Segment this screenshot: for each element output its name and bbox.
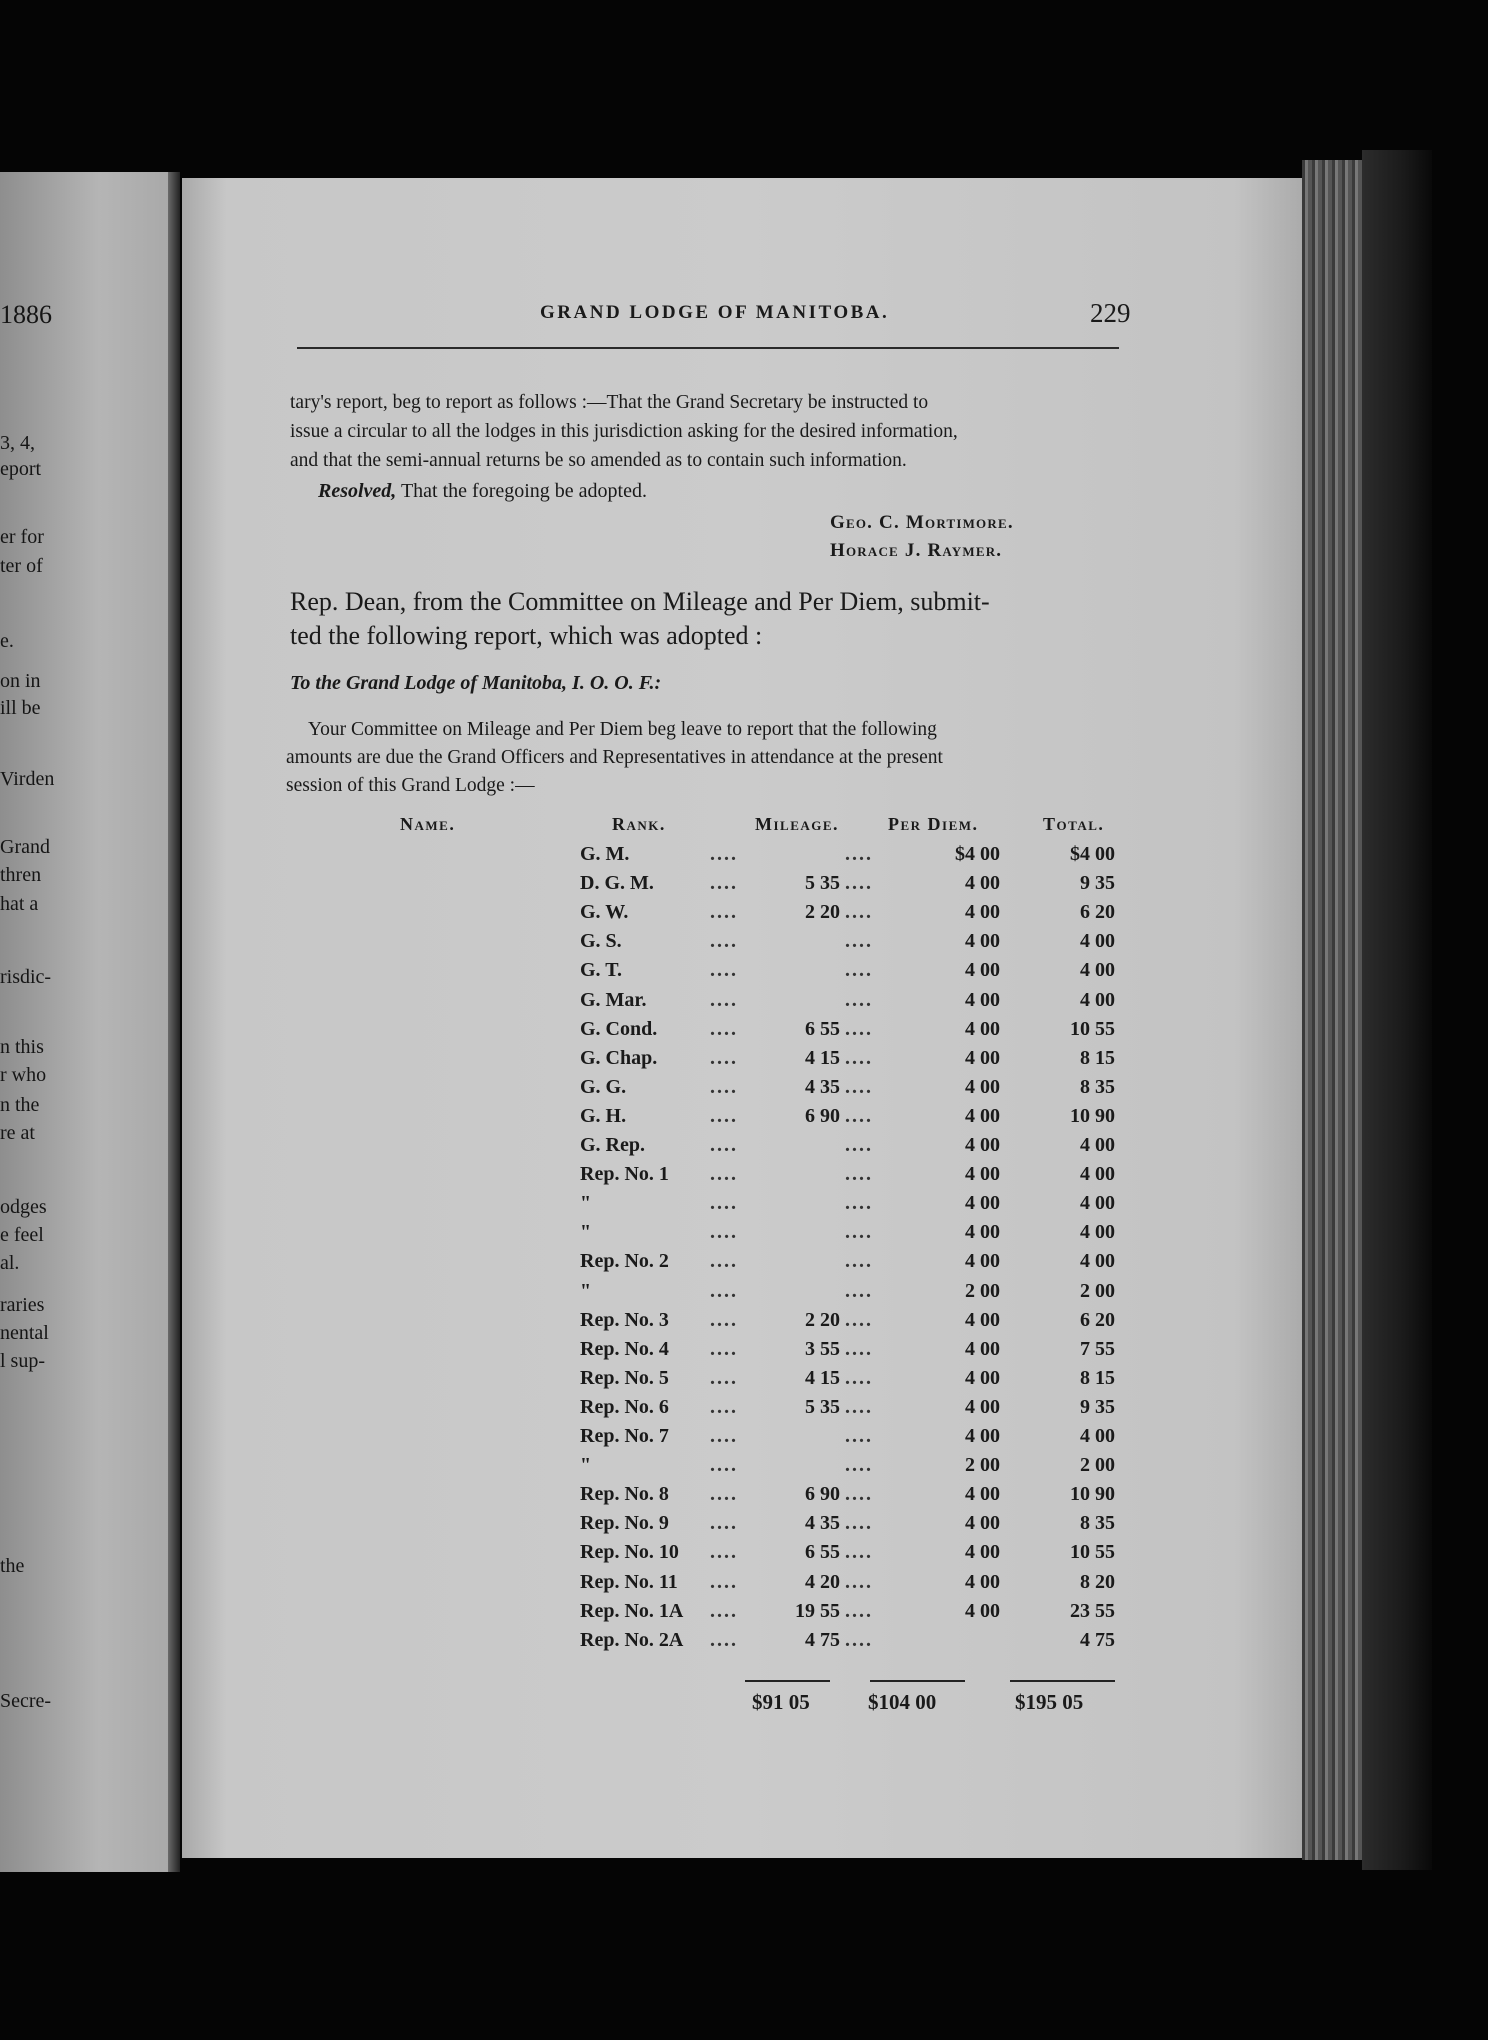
leader-dots: .... (845, 1395, 873, 1418)
leader-dots: .... (710, 1483, 738, 1506)
member-rank: G. T. (580, 959, 623, 982)
column-header-rank: Rank. (612, 814, 666, 834)
table-row (0, 1280, 1488, 1309)
leader-dots: .... (845, 1366, 873, 1389)
resolution (318, 480, 647, 503)
leader-dots: .... (710, 1104, 738, 1127)
leader-dots: .... (845, 1512, 873, 1535)
total-total-rule (1010, 1680, 1115, 1682)
total-value: 7 55 (1080, 1337, 1115, 1360)
lead-line: ted the following report, which was adopted : (290, 621, 763, 650)
member-rank: G. Chap. (580, 1046, 658, 1069)
member-rank: Rep. No. 11 (580, 1570, 678, 1593)
total-value: 4 00 (1080, 1221, 1115, 1244)
member-rank: Rep. No. 3 (580, 1308, 669, 1331)
per-diem-value: 4 00 (965, 1366, 1000, 1389)
member-rank: G. Mar. (580, 988, 647, 1011)
member-rank: D. G. M. (580, 872, 654, 895)
total-value: 8 15 (1080, 1046, 1115, 1069)
total-value: 6 20 (1080, 1308, 1115, 1331)
per-diem-value: 4 00 (965, 930, 1000, 953)
member-rank: " (580, 1454, 592, 1477)
member-rank: Rep. No. 7 (580, 1425, 669, 1447)
mileage-total-rule (745, 1680, 830, 1682)
mileage-value: 6 90 (805, 1483, 840, 1506)
mileage-value: 4 15 (805, 1046, 840, 1069)
left-page-fragment: on in (0, 670, 41, 692)
resolved-text: That the foregoing be adopted. (400, 480, 647, 502)
table-row (0, 1425, 1488, 1454)
member-rank: Rep. No. 10 (580, 1541, 679, 1564)
column-header-total: Total. (1043, 814, 1105, 834)
leader-dots: .... (710, 872, 738, 895)
total-value: 8 35 (1080, 1512, 1115, 1535)
leader-dots: .... (710, 1134, 738, 1156)
total-value: 4 00 (1080, 1250, 1115, 1273)
total-value: 6 20 (1080, 901, 1115, 924)
table-row (0, 959, 1488, 988)
per-diem-value: 4 00 (965, 1075, 1000, 1098)
leader-dots: .... (710, 1192, 738, 1215)
left-page-fragment: risdic- (0, 966, 52, 988)
table-row (0, 1076, 1488, 1105)
total-value: 8 35 (1080, 1075, 1115, 1098)
table-row (0, 1018, 1488, 1047)
leader-dots: .... (710, 901, 738, 924)
per-diem-value: 4 00 (965, 1541, 1000, 1564)
left-page-fragment: re at (0, 1122, 35, 1144)
member-rank: G. W. (580, 901, 629, 924)
member-rank: Rep. No. 9 (580, 1512, 669, 1535)
leader-dots: .... (845, 1337, 873, 1360)
leader-dots: .... (845, 1192, 873, 1215)
per-diem-value: 4 00 (965, 1104, 1000, 1127)
per-diem-value: 4 00 (965, 1337, 1000, 1360)
mileage-value: 19 55 (795, 1599, 840, 1622)
table-row (0, 1629, 1488, 1658)
per-diem-value: 2 00 (965, 1279, 1000, 1302)
per-diem-value: 4 00 (965, 1046, 1000, 1069)
table-row (0, 1541, 1488, 1570)
leader-dots: .... (710, 1599, 738, 1622)
total-value: 9 35 (1080, 872, 1115, 895)
leader-dots: .... (845, 901, 873, 924)
leader-dots: .... (710, 1279, 738, 1302)
member-rank: Rep. No. 8 (580, 1483, 669, 1506)
leader-dots: .... (845, 1308, 873, 1331)
table-row (0, 1192, 1488, 1221)
mileage-total: $91 05 (752, 1690, 810, 1714)
resolved-label: Resolved, (318, 480, 397, 502)
left-page-fragment: odges (0, 1196, 47, 1218)
member-rank: " (580, 1192, 592, 1215)
mileage-value: 5 35 (805, 872, 840, 895)
leader-dots: .... (710, 1541, 738, 1564)
leader-dots: .... (845, 1279, 873, 1302)
table-row (0, 1571, 1488, 1600)
member-rank: Rep. No. 4 (580, 1337, 669, 1360)
per-diem-value: 4 00 (965, 1425, 1000, 1447)
leader-dots: .... (710, 959, 738, 982)
mileage-value: 2 20 (805, 1308, 840, 1331)
member-rank: Rep. No. 2A (580, 1628, 684, 1651)
per-diem-value: 4 00 (965, 1483, 1000, 1506)
table-row (0, 901, 1488, 930)
paragraph-line: issue a circular to all the lodges in this jurisdiction asking for the desired information, (290, 421, 958, 442)
total-value: 2 00 (1080, 1454, 1115, 1477)
table-row (0, 872, 1488, 901)
table-row (0, 1309, 1488, 1338)
leader-dots: .... (845, 1134, 873, 1156)
leader-dots: .... (845, 1104, 873, 1127)
member-rank: G. S. (580, 930, 622, 953)
leader-dots: .... (845, 1483, 873, 1506)
column-header-name: Name. (400, 814, 456, 834)
total-value: 10 55 (1070, 1017, 1115, 1040)
per-diem-value: 4 00 (965, 901, 1000, 924)
left-page-fragment: 3, 4, (0, 432, 35, 454)
leader-dots: .... (845, 1046, 873, 1069)
left-page-fragment: eport (0, 458, 42, 480)
leader-dots: .... (710, 1425, 738, 1447)
member-rank: Rep. No. 6 (580, 1395, 669, 1418)
per-diem-value: 4 00 (965, 1308, 1000, 1331)
intro-paragraph (286, 716, 1120, 800)
table-row (0, 1338, 1488, 1367)
mileage-value: 4 35 (805, 1512, 840, 1535)
left-page-fragment: hat a (0, 893, 39, 915)
total-value: 4 00 (1080, 988, 1115, 1011)
left-page-fragment: ter of (0, 555, 43, 577)
mileage-value: 4 75 (805, 1628, 840, 1651)
leader-dots: .... (710, 1570, 738, 1593)
leader-dots: .... (845, 959, 873, 982)
per-diem-value: 4 00 (965, 1250, 1000, 1273)
leader-dots: .... (710, 1017, 738, 1040)
total-value: 10 90 (1070, 1483, 1115, 1506)
mileage-value: 4 15 (805, 1366, 840, 1389)
per-diem-value: 2 00 (965, 1454, 1000, 1477)
member-rank: G. Cond. (580, 1017, 658, 1040)
per-diem-value: 4 00 (965, 1192, 1000, 1215)
per-diem-value: 4 00 (965, 872, 1000, 895)
lead-line: Rep. Dean, from the Committee on Mileage and Per Diem, submit- (290, 587, 990, 616)
per-diem-value: 4 00 (965, 988, 1000, 1011)
signature-2: Horace J. Raymer. (830, 540, 1003, 561)
leader-dots: .... (710, 1046, 738, 1069)
leader-dots: .... (710, 988, 738, 1011)
member-rank: G. G. (580, 1075, 627, 1098)
mileage-value: 6 90 (805, 1104, 840, 1127)
member-rank: G. Rep. (580, 1134, 645, 1156)
left-page-fragment: raries (0, 1294, 45, 1316)
left-page-fragment: e. (0, 630, 14, 652)
per-diem-value: 4 00 (965, 1512, 1000, 1535)
total-value: 4 00 (1080, 1425, 1115, 1447)
table-row (0, 1105, 1488, 1134)
total-value: 23 55 (1070, 1599, 1115, 1622)
total-value: 8 20 (1080, 1570, 1115, 1593)
leader-dots: .... (710, 1308, 738, 1331)
paragraph-line: tary's report, beg to report as follows :—That the Grand Secretary be instructed to (290, 392, 929, 413)
per-diem-value: 4 00 (965, 1599, 1000, 1622)
column-header-mileage: Mileage. (755, 814, 840, 834)
leader-dots: .... (710, 1628, 738, 1651)
left-page-fragment: 1886 (0, 300, 52, 329)
leader-dots: .... (845, 1454, 873, 1477)
leader-dots: .... (710, 1250, 738, 1273)
left-page-fragment: Virden (0, 768, 55, 790)
member-rank: " (580, 1279, 592, 1302)
table-row (0, 843, 1488, 872)
per-diem-value: 4 00 (965, 1221, 1000, 1244)
intro-line: amounts are due the Grand Officers and Representatives in attendance at the present (286, 747, 943, 768)
member-rank: G. M. (580, 843, 630, 865)
left-page-fragment: l sup- (0, 1350, 45, 1372)
left-page-fragment: Grand (0, 836, 50, 858)
leader-dots: .... (710, 1454, 738, 1477)
mileage-value: 6 55 (805, 1541, 840, 1564)
left-page-fragment: ill be (0, 697, 41, 719)
table-row (0, 1483, 1488, 1512)
total-value: 10 90 (1070, 1104, 1115, 1127)
leader-dots: .... (845, 1163, 873, 1186)
left-page-fragment: e feel (0, 1224, 44, 1246)
leader-dots: .... (845, 1075, 873, 1098)
left-page-fragment: n the (0, 1094, 40, 1116)
table-row (0, 1047, 1488, 1076)
per-diem-value: 4 00 (965, 1017, 1000, 1040)
per-diem-value: 4 00 (965, 1570, 1000, 1593)
running-head: GRAND LODGE OF MANITOBA. (540, 302, 890, 323)
total-value: 4 00 (1080, 1192, 1115, 1215)
leader-dots: .... (710, 1395, 738, 1418)
table-row (0, 989, 1488, 1018)
leader-dots: .... (710, 1075, 738, 1098)
left-page-fragment: al. (0, 1252, 20, 1274)
leader-dots: .... (710, 1163, 738, 1186)
leader-dots: .... (845, 872, 873, 895)
table-row (0, 1512, 1488, 1541)
opening-paragraph (290, 388, 1128, 475)
table-row (0, 1250, 1488, 1279)
column-header-per-diem: Per Diem. (888, 814, 979, 834)
total-value: $4 00 (1070, 843, 1115, 865)
table-row (0, 1221, 1488, 1250)
leader-dots: .... (845, 1628, 873, 1651)
signature-1: Geo. C. Mortimore. (830, 512, 1014, 533)
leader-dots: .... (710, 1366, 738, 1389)
per-diem-total-rule (870, 1680, 965, 1682)
leader-dots: .... (710, 1512, 738, 1535)
leader-dots: .... (710, 1221, 738, 1244)
member-rank: " (580, 1221, 592, 1244)
per-diem-value: $4 00 (955, 843, 1000, 865)
member-rank: Rep. No. 1 (580, 1163, 669, 1186)
mileage-value: 6 55 (805, 1017, 840, 1040)
left-page-fragment: the (0, 1555, 25, 1577)
mileage-value: 3 55 (805, 1337, 840, 1360)
committee-lead (290, 585, 1128, 653)
total-value: 2 00 (1080, 1279, 1115, 1302)
table-row (0, 1134, 1488, 1163)
leader-dots: .... (845, 930, 873, 953)
intro-line: Your Committee on Mileage and Per Diem beg leave to report that the following (308, 719, 937, 740)
table-row (0, 1600, 1488, 1629)
leader-dots: .... (845, 843, 873, 865)
total-value: 8 15 (1080, 1366, 1115, 1389)
total-value: 4 75 (1080, 1628, 1115, 1651)
paragraph-line: and that the semi-annual returns be so amended as to contain such information. (290, 450, 907, 471)
mileage-value: 5 35 (805, 1395, 840, 1418)
header-rule (297, 347, 1119, 349)
leader-dots: .... (845, 1017, 873, 1040)
left-page-fragment: n this (0, 1036, 44, 1058)
grand-total: $195 05 (1015, 1690, 1084, 1714)
leader-dots: .... (710, 1337, 738, 1360)
intro-line: session of this Grand Lodge :— (286, 775, 535, 796)
total-value: 9 35 (1080, 1395, 1115, 1418)
leader-dots: .... (710, 930, 738, 953)
total-value: 10 55 (1070, 1541, 1115, 1564)
addressee: To the Grand Lodge of Manitoba, I. O. O. F.: (290, 672, 662, 694)
member-rank: G. H. (580, 1104, 627, 1127)
table-row (0, 1454, 1488, 1483)
leader-dots: .... (845, 988, 873, 1011)
left-page-fragment: nental (0, 1322, 49, 1344)
leader-dots: .... (845, 1221, 873, 1244)
member-rank: Rep. No. 5 (580, 1366, 669, 1389)
table-row (0, 1396, 1488, 1425)
leader-dots: .... (845, 1599, 873, 1622)
left-page-fragment: er for (0, 526, 44, 548)
leader-dots: .... (845, 1425, 873, 1447)
left-page-fragment: Secre- (0, 1690, 52, 1712)
per-diem-value: 4 00 (965, 1134, 1000, 1156)
table-row (0, 1163, 1488, 1192)
member-rank: Rep. No. 1A (580, 1599, 684, 1622)
leader-dots: .... (710, 843, 738, 865)
mileage-value: 4 35 (805, 1075, 840, 1098)
per-diem-value: 4 00 (965, 959, 1000, 982)
total-value: 4 00 (1080, 930, 1115, 953)
per-diem-value: 4 00 (965, 1395, 1000, 1418)
page-number: 229 (1090, 298, 1131, 328)
leader-dots: .... (845, 1250, 873, 1273)
leader-dots: .... (845, 1541, 873, 1564)
mileage-value: 4 20 (805, 1570, 840, 1593)
table-row (0, 1367, 1488, 1396)
total-value: 4 00 (1080, 959, 1115, 982)
leader-dots: .... (845, 1570, 873, 1593)
total-value: 4 00 (1080, 1163, 1115, 1186)
total-value: 4 00 (1080, 1134, 1115, 1156)
table-row (0, 930, 1488, 959)
left-page-fragment: r who (0, 1064, 47, 1086)
left-page-fragment: thren (0, 864, 42, 886)
member-rank: Rep. No. 2 (580, 1250, 669, 1273)
per-diem-total: $104 00 (868, 1690, 937, 1714)
per-diem-value: 4 00 (965, 1163, 1000, 1186)
mileage-value: 2 20 (805, 901, 840, 924)
